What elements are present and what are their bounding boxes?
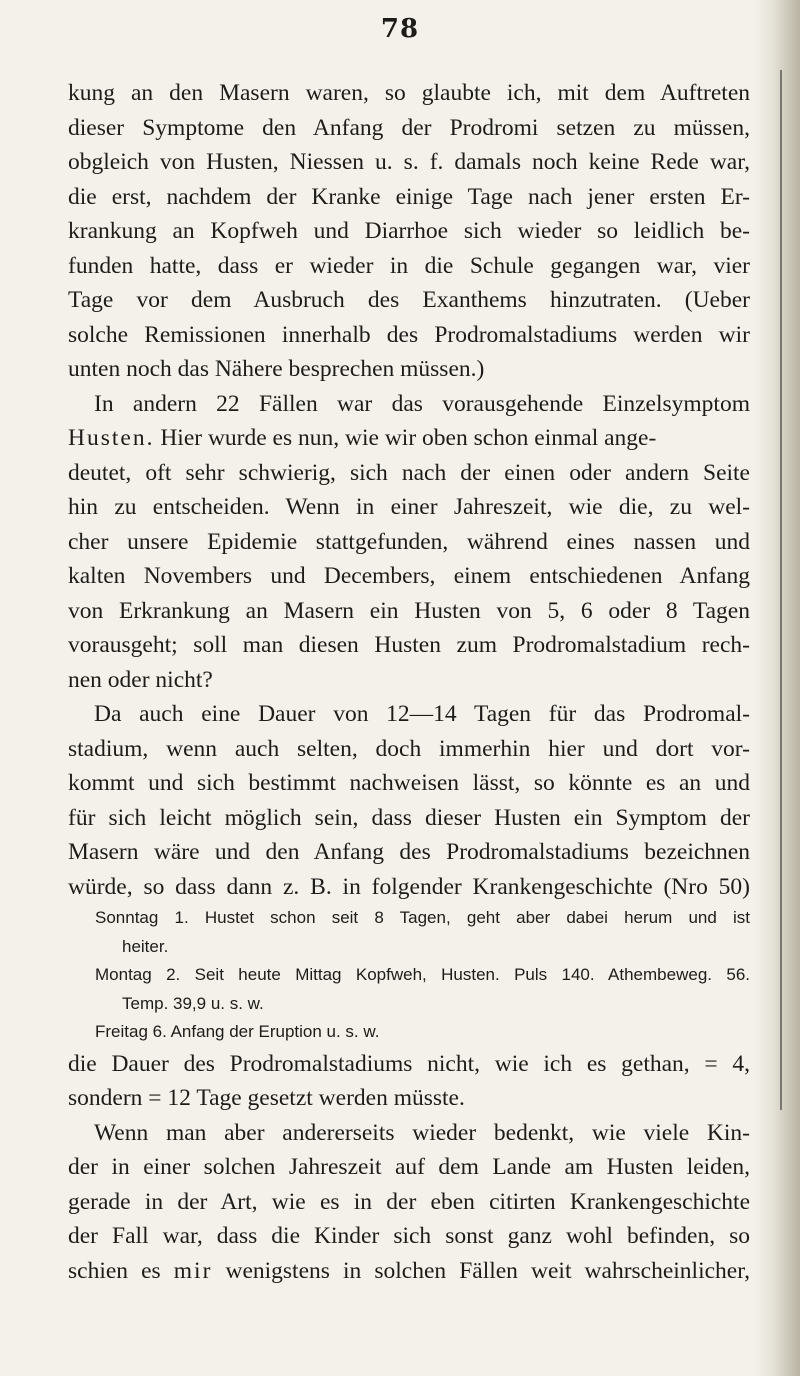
text-line: nen oder nicht? — [68, 666, 213, 693]
text-line: sondern = 12 Tage gesetzt werden müsste. — [68, 1085, 465, 1111]
case-line: Temp. 39,9 u. s. w. — [122, 993, 264, 1013]
text-line: krankung an Kopfweh und Diarrhoe sich wieder so leidlich be- — [68, 218, 750, 244]
text-line: der Fall war, dass die Kinder sich sonst ganz wohl befinden, so — [68, 1223, 750, 1249]
case-line: Sonntag 1. Hustet schon seit 8 Tagen, geht aber dabei herum und ist — [95, 908, 750, 927]
text-line: stadium, wenn auch selten, doch immerhin hier und dort vor- — [68, 735, 750, 762]
text-line: Tage vor dem Ausbruch des Exanthems hinzutraten. (Ueber — [68, 287, 750, 313]
case-line: Montag 2. Seit heute Mittag Kopfweh, Husten. Puls 140. Athembeweg. 56. — [95, 965, 750, 984]
text-line: würde, so dass dann z. B. in folgender Krankengeschichte (Nro 50) — [68, 873, 750, 900]
text-line: die Dauer des Prodromalstadiums nicht, wie ich es gethan, = 4, — [68, 1050, 750, 1077]
text-line: Wenn man aber andererseits wieder bedenkt, wie viele Kin- — [94, 1119, 750, 1146]
text-line: Da auch eine Dauer von 12—14 Tagen für das Prodromal- — [94, 701, 750, 727]
case-history — [68, 904, 750, 1047]
case-line: heiter. — [122, 936, 169, 956]
emphasized-word: mir — [173, 1257, 213, 1284]
text-line: solche Remissionen innerhalb des Prodromalstadiums werden wir — [68, 321, 750, 348]
text-line: deutet, oft sehr schwierig, sich nach der einen oder andern Seite — [68, 459, 750, 486]
text-line: In andern 22 Fällen war das vorausgehende Einzelsymptom — [94, 390, 750, 417]
text-line: der in einer solchen Jahreszeit auf dem Lande am Husten leiden, — [68, 1154, 750, 1180]
text-line: von Erkrankung an Masern ein Husten von 5, 6 oder 8 Tagen — [68, 597, 750, 624]
text-line: unten noch das Nähere besprechen müssen.) — [68, 356, 485, 382]
text-line: Masern wäre und den Anfang des Prodromalstadiums bezeichnen — [68, 839, 750, 865]
text-line: funden hatte, dass er wieder in die Schule gegangen war, vier — [68, 252, 750, 279]
text-fragment: schien es — [68, 1257, 174, 1284]
text-line: gerade in der Art, wie es in der eben citirten Krankengeschichte — [68, 1188, 750, 1215]
text-line — [68, 421, 750, 456]
page-edge-shadow — [754, 0, 800, 1376]
text-fragment: wenigstens in solchen Fällen weit wahrscheinlicher, — [212, 1257, 750, 1284]
text-line: kalten Novembers und Decembers, einem entschiedenen Anfang — [68, 563, 750, 589]
text-line: cher unsere Epidemie stattgefunden, während eines nassen und — [68, 528, 750, 555]
body-text — [68, 76, 750, 1288]
text-fragment: Hier wurde es nun, wie wir oben schon einmal ange- — [154, 425, 657, 451]
text-line: dieser Symptome den Anfang der Prodromi setzen zu müssen, — [68, 114, 750, 141]
case-line: Freitag 6. Anfang der Eruption u. s. w. — [95, 1022, 380, 1041]
text-line: kommt und sich bestimmt nachweisen lässt, so könnte es an und — [68, 770, 750, 796]
text-line: obgleich von Husten, Niessen u. s. f. damals noch keine Rede war, — [68, 149, 750, 175]
text-line: hin zu entscheiden. Wenn in einer Jahreszeit, wie die, zu wel- — [68, 494, 750, 520]
binding-edge-line — [780, 70, 782, 1110]
text-line — [68, 1254, 750, 1289]
page-number: 78 — [380, 14, 420, 44]
text-line: die erst, nachdem der Kranke einige Tage nach jener ersten Er- — [68, 183, 750, 210]
emphasized-word: Husten. — [68, 425, 155, 451]
text-line: vorausgeht; soll man diesen Husten zum Prodromalstadium rech- — [68, 632, 750, 658]
text-line: kung an den Masern waren, so glaubte ich, mit dem Auftreten — [68, 80, 750, 106]
text-line: für sich leicht möglich sein, dass dieser Husten ein Symptom der — [68, 804, 750, 831]
